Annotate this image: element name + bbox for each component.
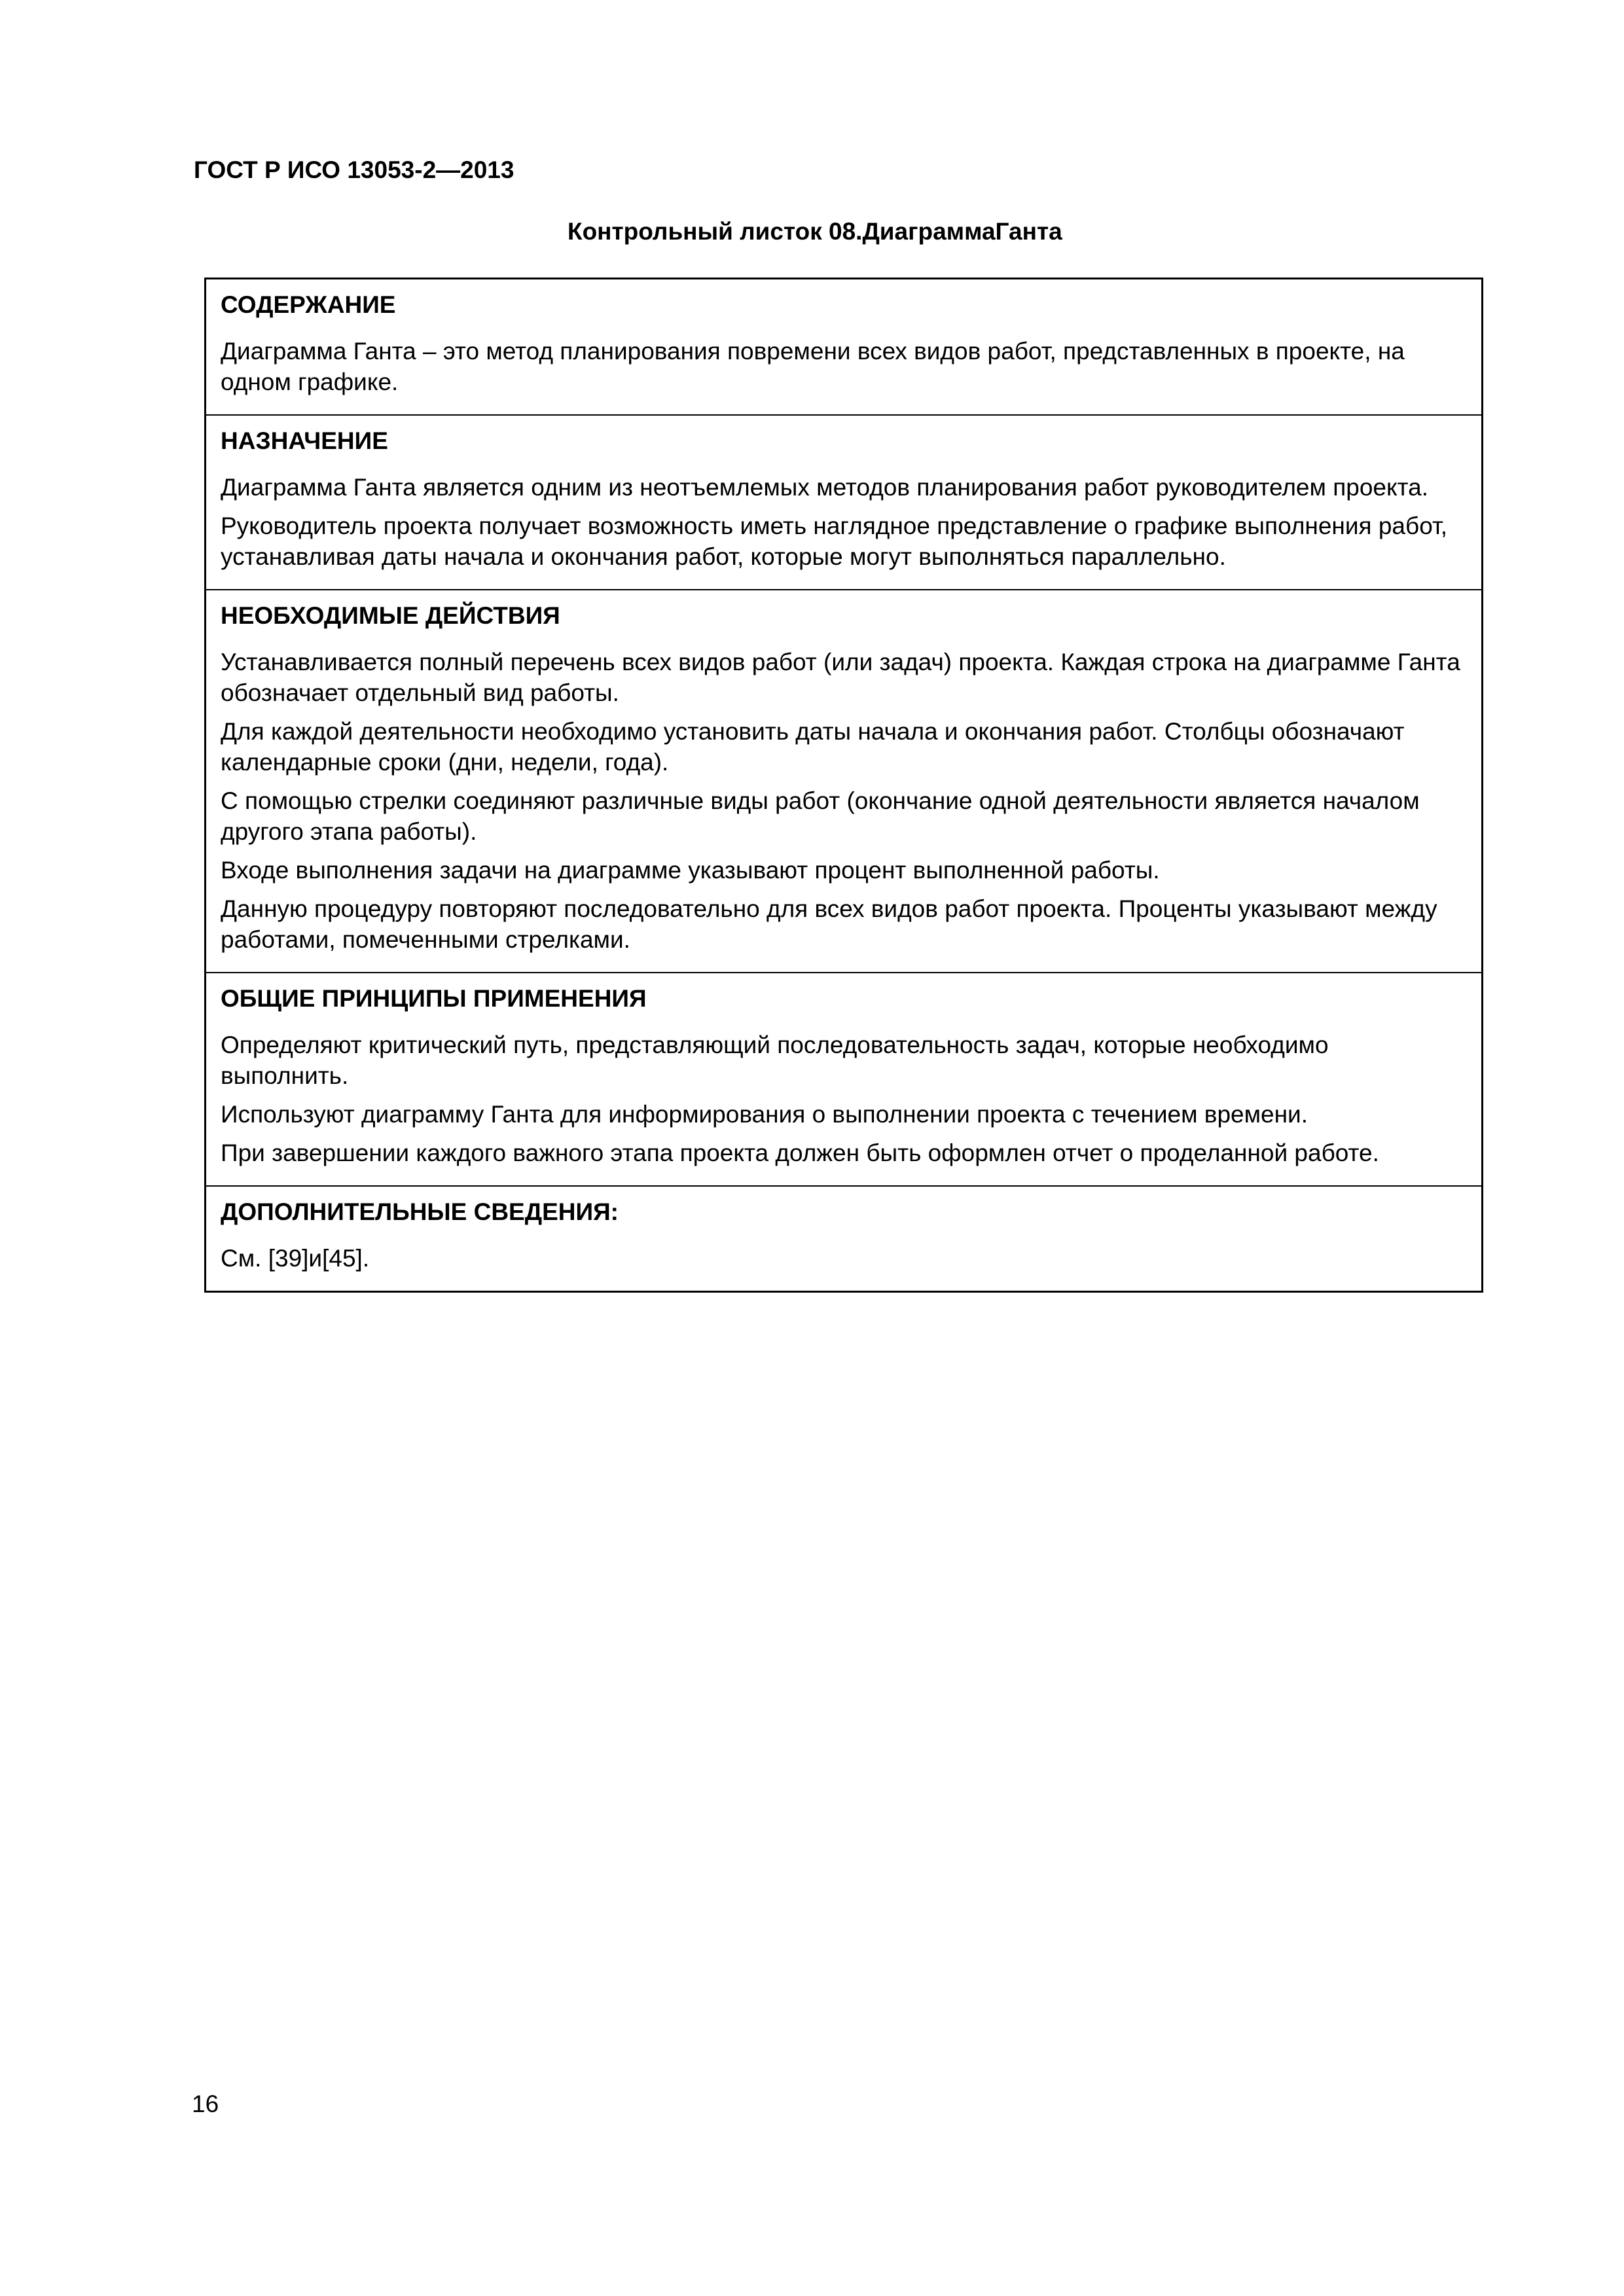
section-general-principles [206,972,1481,1185]
section-paragraph: Определяют критический путь, представляющий последовательность задач, которые необходимо выполнить. [221,1031,1329,1089]
section-paragraph: С помощью стрелки соединяют различные виды работ (окончание одной деятельности является началом другого этапа работы). [221,787,1420,845]
section-paragraph: Используют диаграмму Ганта для информирования о выполнении проекта с течением времени. [221,1101,1308,1128]
section-heading: СОДЕРЖАНИЕ [221,291,396,318]
checklist-table [204,278,1483,1293]
section-paragraph: Входе выполнения задачи на диаграмме указывают процент выполненной работы. [221,857,1160,884]
section-paragraph: См. [39]и[45]. [221,1245,370,1272]
section-paragraph: Руководитель проекта получает возможность иметь наглядное представление о графике выполнения работ, устанавливая даты начала и окончания работ, которые могут выполняться параллельно. [221,512,1448,570]
page-number: 16 [192,2090,219,2117]
section-purpose [206,414,1481,589]
section-paragraph: Для каждой деятельности необходимо установить даты начала и окончания работ. Столбцы обозначают календарные сроки (дни, недели, года). [221,718,1405,776]
section-paragraph: При завершении каждого важного этапа проекта должен быть оформлен отчет о проделанной работе. [221,1139,1379,1166]
standard-code: ГОСТ Р ИСО 13053-2—2013 [194,156,514,183]
section-heading: НАЗНАЧЕНИЕ [221,427,388,454]
section-heading: ДОПОЛНИТЕЛЬНЫЕ СВЕДЕНИЯ: [221,1198,619,1225]
checklist-title: Контрольный листок 08.ДиаграммаГанта [568,218,1062,245]
section-heading: ОБЩИЕ ПРИНЦИПЫ ПРИМЕНЕНИЯ [221,985,647,1012]
section-additional-info [206,1185,1481,1291]
section-content [206,279,1481,414]
section-required-actions [206,589,1481,972]
section-paragraph: Устанавливается полный перечень всех видов работ (или задач) проекта. Каждая строка на диаграмме Ганта обозначает отдельный вид работы. [221,649,1460,706]
section-heading: НЕОБХОДИМЫЕ ДЕЙСТВИЯ [221,602,560,629]
section-paragraph: Данную процедуру повторяют последовательно для всех видов работ проекта. Проценты указывают между работами, помеченными стрелками. [221,895,1437,953]
section-paragraph: Диаграмма Ганта является одним из неотъемлемых методов планирования работ руководителем проекта. [221,474,1428,501]
section-paragraph: Диаграмма Ганта – это метод планирования повремени всех видов работ, представленных в проекте, на одном графике. [221,338,1405,395]
